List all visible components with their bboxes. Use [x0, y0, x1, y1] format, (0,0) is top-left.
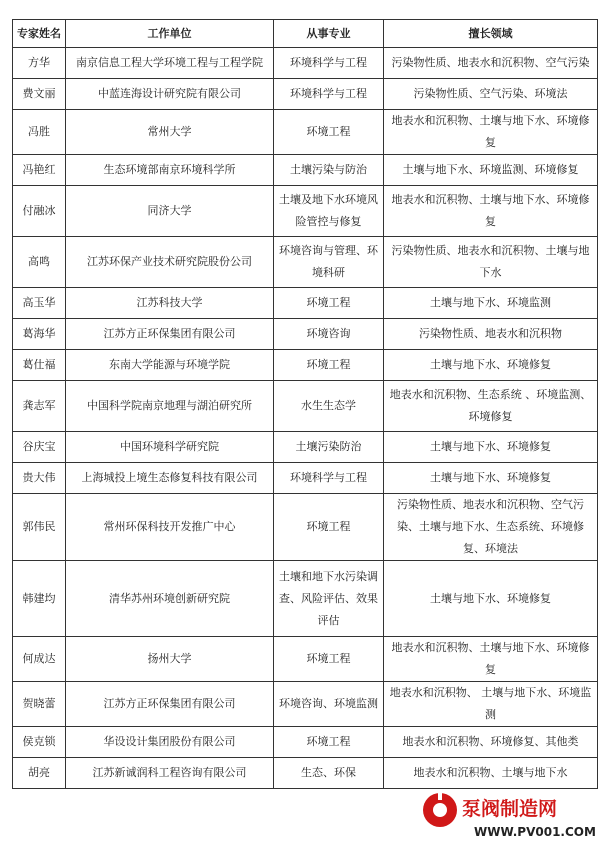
cell-name: 冯艳红: [13, 155, 66, 186]
header-name: 专家姓名: [13, 20, 66, 48]
table-row: [13, 432, 598, 463]
cell-unit: 中国环境科学研究院: [66, 432, 274, 463]
cell-name: 高玉华: [13, 288, 66, 319]
table-header-row: [13, 20, 598, 48]
cell-major: 环境工程: [274, 727, 384, 758]
cell-name: 郭伟民: [13, 494, 66, 561]
cell-name: 高鸣: [13, 237, 66, 288]
header-field: 擅长领域: [384, 20, 598, 48]
cell-unit: 江苏科技大学: [66, 288, 274, 319]
cell-major: 环境工程: [274, 288, 384, 319]
table-row: [13, 319, 598, 350]
cell-unit: 清华苏州环境创新研究院: [66, 561, 274, 637]
table-row: [13, 350, 598, 381]
cell-field: 土壤与地下水、环境修复: [384, 432, 598, 463]
cell-unit: 华设设计集团股份有限公司: [66, 727, 274, 758]
table-row: [13, 381, 598, 432]
cell-major: 土壤和地下水污染调查、风险评估、效果评估: [274, 561, 384, 637]
cell-major: 环境咨询: [274, 319, 384, 350]
cell-name: 胡亮: [13, 758, 66, 789]
cell-field: 污染物性质、空气污染、环境法: [384, 79, 598, 110]
cell-field: 污染物性质、地表水和沉积物: [384, 319, 598, 350]
cell-unit: 上海城投上境生态修复科技有限公司: [66, 463, 274, 494]
cell-major: 环境工程: [274, 110, 384, 155]
cell-major: 土壤及地下水环境风险管控与修复: [274, 186, 384, 237]
table-row: [13, 110, 598, 155]
table-row: [13, 48, 598, 79]
cell-major: 水生生态学: [274, 381, 384, 432]
expert-table: [12, 19, 598, 789]
cell-field: 地表水和沉积物、生态系统 、环境监测、环境修复: [384, 381, 598, 432]
table-row: [13, 186, 598, 237]
cell-unit: 常州大学: [66, 110, 274, 155]
cell-unit: 江苏新诚润科工程咨询有限公司: [66, 758, 274, 789]
cell-name: 冯胜: [13, 110, 66, 155]
cell-field: 土壤与地下水、环境修复: [384, 463, 598, 494]
table-row: [13, 463, 598, 494]
cell-unit: 中蓝连海设计研究院有限公司: [66, 79, 274, 110]
watermark-url: WWW.PV001.COM: [474, 825, 596, 839]
header-major: 从事专业: [274, 20, 384, 48]
watermark-logo-icon: [418, 788, 598, 844]
cell-field: 土壤与地下水、环境修复: [384, 561, 598, 637]
cell-name: 谷庆宝: [13, 432, 66, 463]
table-row: [13, 561, 598, 637]
expert-table-container: [12, 19, 597, 789]
cell-field: 污染物性质、地表水和沉积物、土壤与地下水: [384, 237, 598, 288]
cell-major: 环境科学与工程: [274, 79, 384, 110]
cell-major: 生态、环保: [274, 758, 384, 789]
cell-field: 地表水和沉积物、土壤与地下水、环境修复: [384, 186, 598, 237]
cell-field: 地表水和沉积物、土壤与地下水、环境修复: [384, 637, 598, 682]
cell-major: 环境咨询、环境监测: [274, 682, 384, 727]
cell-unit: 扬州大学: [66, 637, 274, 682]
table-row: [13, 237, 598, 288]
cell-major: 土壤污染防治: [274, 432, 384, 463]
table-row: [13, 494, 598, 561]
cell-unit: 常州环保科技开发推广中心: [66, 494, 274, 561]
cell-major: 环境科学与工程: [274, 48, 384, 79]
table-row: [13, 758, 598, 789]
cell-major: 土壤污染与防治: [274, 155, 384, 186]
cell-field: 地表水和沉积物、土壤与地下水、环境修复: [384, 110, 598, 155]
cell-name: 葛海华: [13, 319, 66, 350]
cell-name: 方华: [13, 48, 66, 79]
cell-unit: 江苏方正环保集团有限公司: [66, 682, 274, 727]
cell-field: 地表水和沉积物、 土壤与地下水、环境监测: [384, 682, 598, 727]
cell-field: 污染物性质、地表水和沉积物、空气污染: [384, 48, 598, 79]
watermark: [418, 788, 598, 844]
table-row: [13, 155, 598, 186]
cell-field: 土壤与地下水、环境监测、环境修复: [384, 155, 598, 186]
table-row: [13, 682, 598, 727]
header-unit: 工作单位: [66, 20, 274, 48]
cell-unit: 同济大学: [66, 186, 274, 237]
cell-name: 葛仕福: [13, 350, 66, 381]
cell-name: 贵大伟: [13, 463, 66, 494]
table-row: [13, 288, 598, 319]
cell-name: 贺晓蕾: [13, 682, 66, 727]
cell-unit: 江苏环保产业技术研究院股份公司: [66, 237, 274, 288]
watermark-brand: 泵阀制造网: [462, 798, 558, 820]
cell-name: 何成达: [13, 637, 66, 682]
table-body: [13, 48, 598, 789]
cell-unit: 生态环境部南京环境科学所: [66, 155, 274, 186]
cell-major: 环境科学与工程: [274, 463, 384, 494]
cell-field: 土壤与地下水、环境修复: [384, 350, 598, 381]
table-row: [13, 79, 598, 110]
cell-major: 环境工程: [274, 350, 384, 381]
table-row: [13, 727, 598, 758]
cell-name: 侯克锁: [13, 727, 66, 758]
cell-field: 土壤与地下水、环境监测: [384, 288, 598, 319]
cell-field: 地表水和沉积物、土壤与地下水: [384, 758, 598, 789]
cell-name: 龚志军: [13, 381, 66, 432]
cell-field: 地表水和沉积物、环境修复、其他类: [384, 727, 598, 758]
cell-name: 费文丽: [13, 79, 66, 110]
cell-name: 韩建均: [13, 561, 66, 637]
table-row: [13, 637, 598, 682]
cell-major: 环境工程: [274, 637, 384, 682]
cell-major: 环境咨询与管理、环境科研: [274, 237, 384, 288]
cell-unit: 江苏方正环保集团有限公司: [66, 319, 274, 350]
cell-major: 环境工程: [274, 494, 384, 561]
cell-unit: 中国科学院南京地理与湖泊研究所: [66, 381, 274, 432]
cell-field: 污染物性质、地表水和沉积物、空气污染、土壤与地下水、生态系统、环境修复、环境法: [384, 494, 598, 561]
cell-name: 付融冰: [13, 186, 66, 237]
cell-unit: 南京信息工程大学环境工程与工程学院: [66, 48, 274, 79]
cell-unit: 东南大学能源与环境学院: [66, 350, 274, 381]
